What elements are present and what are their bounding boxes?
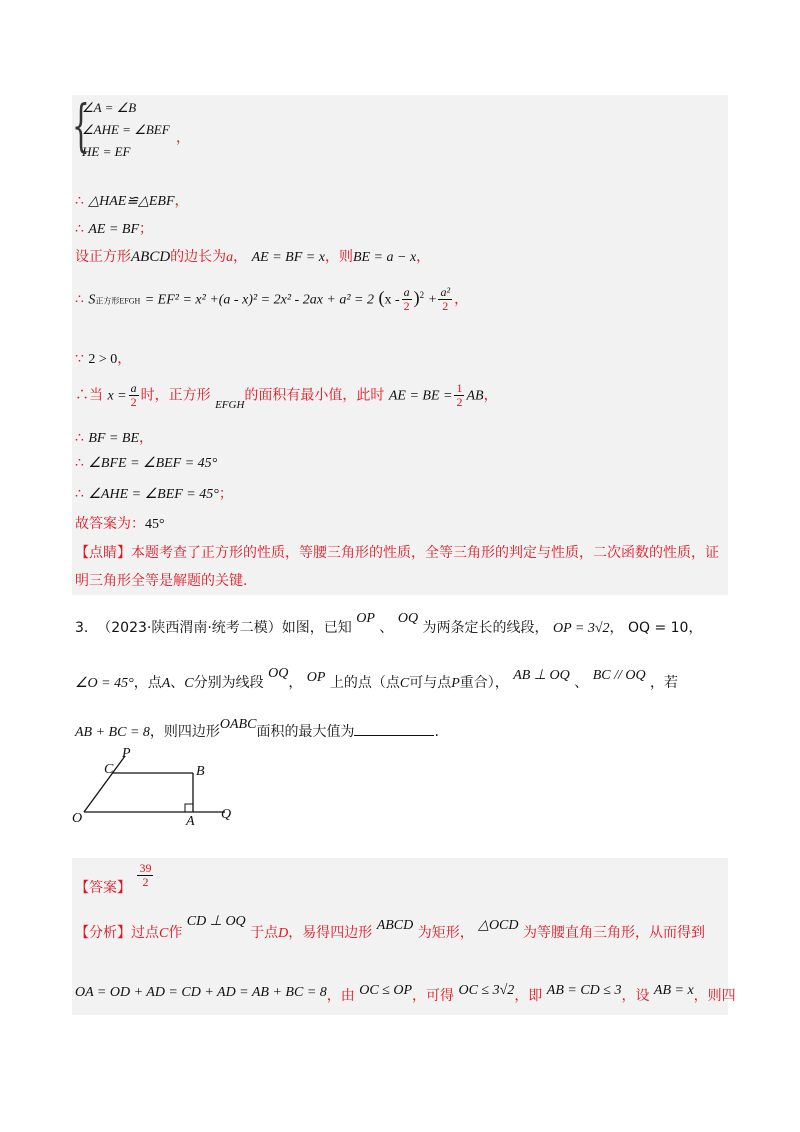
answer-fraction: $\frac{39}{2}$ bbox=[139, 861, 152, 889]
solution-shaded-block bbox=[72, 95, 728, 595]
system-eq-3: HE = EF bbox=[82, 144, 131, 159]
question-line-1: 3. （2023·陕西渭南·统考二模）如图，已知 OP 、 OQ 为两条定长的线段， OP = 3√2， OQ = 10， bbox=[75, 611, 703, 636]
question-line-3: AB + BC = 8，则四边形OABC面积的最大值为 . bbox=[75, 717, 439, 740]
solution-step-1: ∴ △HAE≌△EBF， bbox=[75, 193, 189, 209]
comment-line-2: 明三角形全等是解题的关键. bbox=[75, 573, 248, 589]
frac-a-over-2-b: $\frac{a}{2}$ bbox=[130, 381, 137, 409]
solution-step-3: 设正方形ABCD的边长为a， AE = BF = x，则BE = a − x， bbox=[75, 249, 431, 265]
solution-step-9: ∴ ∠AHE = ∠BEF = 45°； bbox=[75, 486, 233, 502]
label-a: A bbox=[186, 814, 195, 828]
system-eq-1: ∠A = ∠B bbox=[82, 100, 137, 115]
label-c: C bbox=[104, 762, 114, 777]
system-eq-2: ∠AHE = ∠BEF bbox=[82, 122, 170, 137]
solution-step-8: ∴ ∠BFE = ∠BEF = 45° bbox=[75, 455, 218, 471]
label-p: P bbox=[122, 748, 131, 761]
label-b: B bbox=[196, 764, 205, 779]
answer-blank bbox=[354, 723, 434, 736]
solution-step-7: ∴ BF = BE， bbox=[75, 430, 154, 446]
answer-row: 【答案】 $\frac{39}{2}$ bbox=[75, 861, 152, 896]
left-brace: { bbox=[72, 94, 90, 159]
solution-step-2: ∴ AE = BF； bbox=[75, 221, 154, 237]
analysis-line-1: 【分析】过点C作 CD ⊥ OQ 于点D，易得四边形 ABCD 为矩形， △OCD 为等腰直角三角形，从而得到 bbox=[75, 914, 705, 941]
label-o: O bbox=[72, 811, 83, 826]
trapezoid-figure bbox=[70, 748, 250, 828]
answer-line: 故答案为：45° bbox=[75, 516, 165, 532]
system-tail: ， bbox=[176, 130, 190, 146]
label-q: Q bbox=[221, 807, 232, 822]
question-line-2: ∠O = 45°，点A、C分别为线段 OQ， OP 上的点（点C可与点P重合）， AB ⊥ OQ 、 BC // OQ ，若 bbox=[75, 666, 679, 691]
frac-1-over-2: $\frac{1}{2}$ bbox=[456, 381, 463, 409]
analysis-line-2: OA = OD + AD = CD + AD = AB + BC = 8，由 OC ≤ OP，可得 OC ≤ 3√2，即 AB = CD ≤ 3，设 AB = x，则四 bbox=[75, 983, 736, 1004]
solution-step-5: ∵ 2 > 0， bbox=[75, 351, 132, 367]
comment-line-1: 【点睛】本题考查了正方形的性质，等腰三角形的性质，全等三角形的判定与性质，二次函数的性质，证 bbox=[75, 545, 719, 561]
frac-a2-over-2: $\frac{\text{a²}}{2}$ bbox=[440, 285, 451, 313]
solution-step-4: ∴ S正方形EFGH = EF² = x² +(a - x)² = 2x² - 2ax + a² = 2 (x - $\frac{a}{2}$ )$^2$ + $\frac{\text{a²}}{2}$ ， bbox=[75, 285, 469, 313]
frac-a-over-2: $\frac{a}{2}$ bbox=[403, 285, 410, 313]
right-angle-mark bbox=[185, 804, 193, 812]
equation-system bbox=[72, 94, 170, 163]
solution-step-6: ∴当 x = $\frac{a}{2}$ 时，正方形 $_{EFGH}$的面积有最小值，此时 AE = BE = $\frac{1}{2}$ AB， bbox=[75, 381, 498, 411]
